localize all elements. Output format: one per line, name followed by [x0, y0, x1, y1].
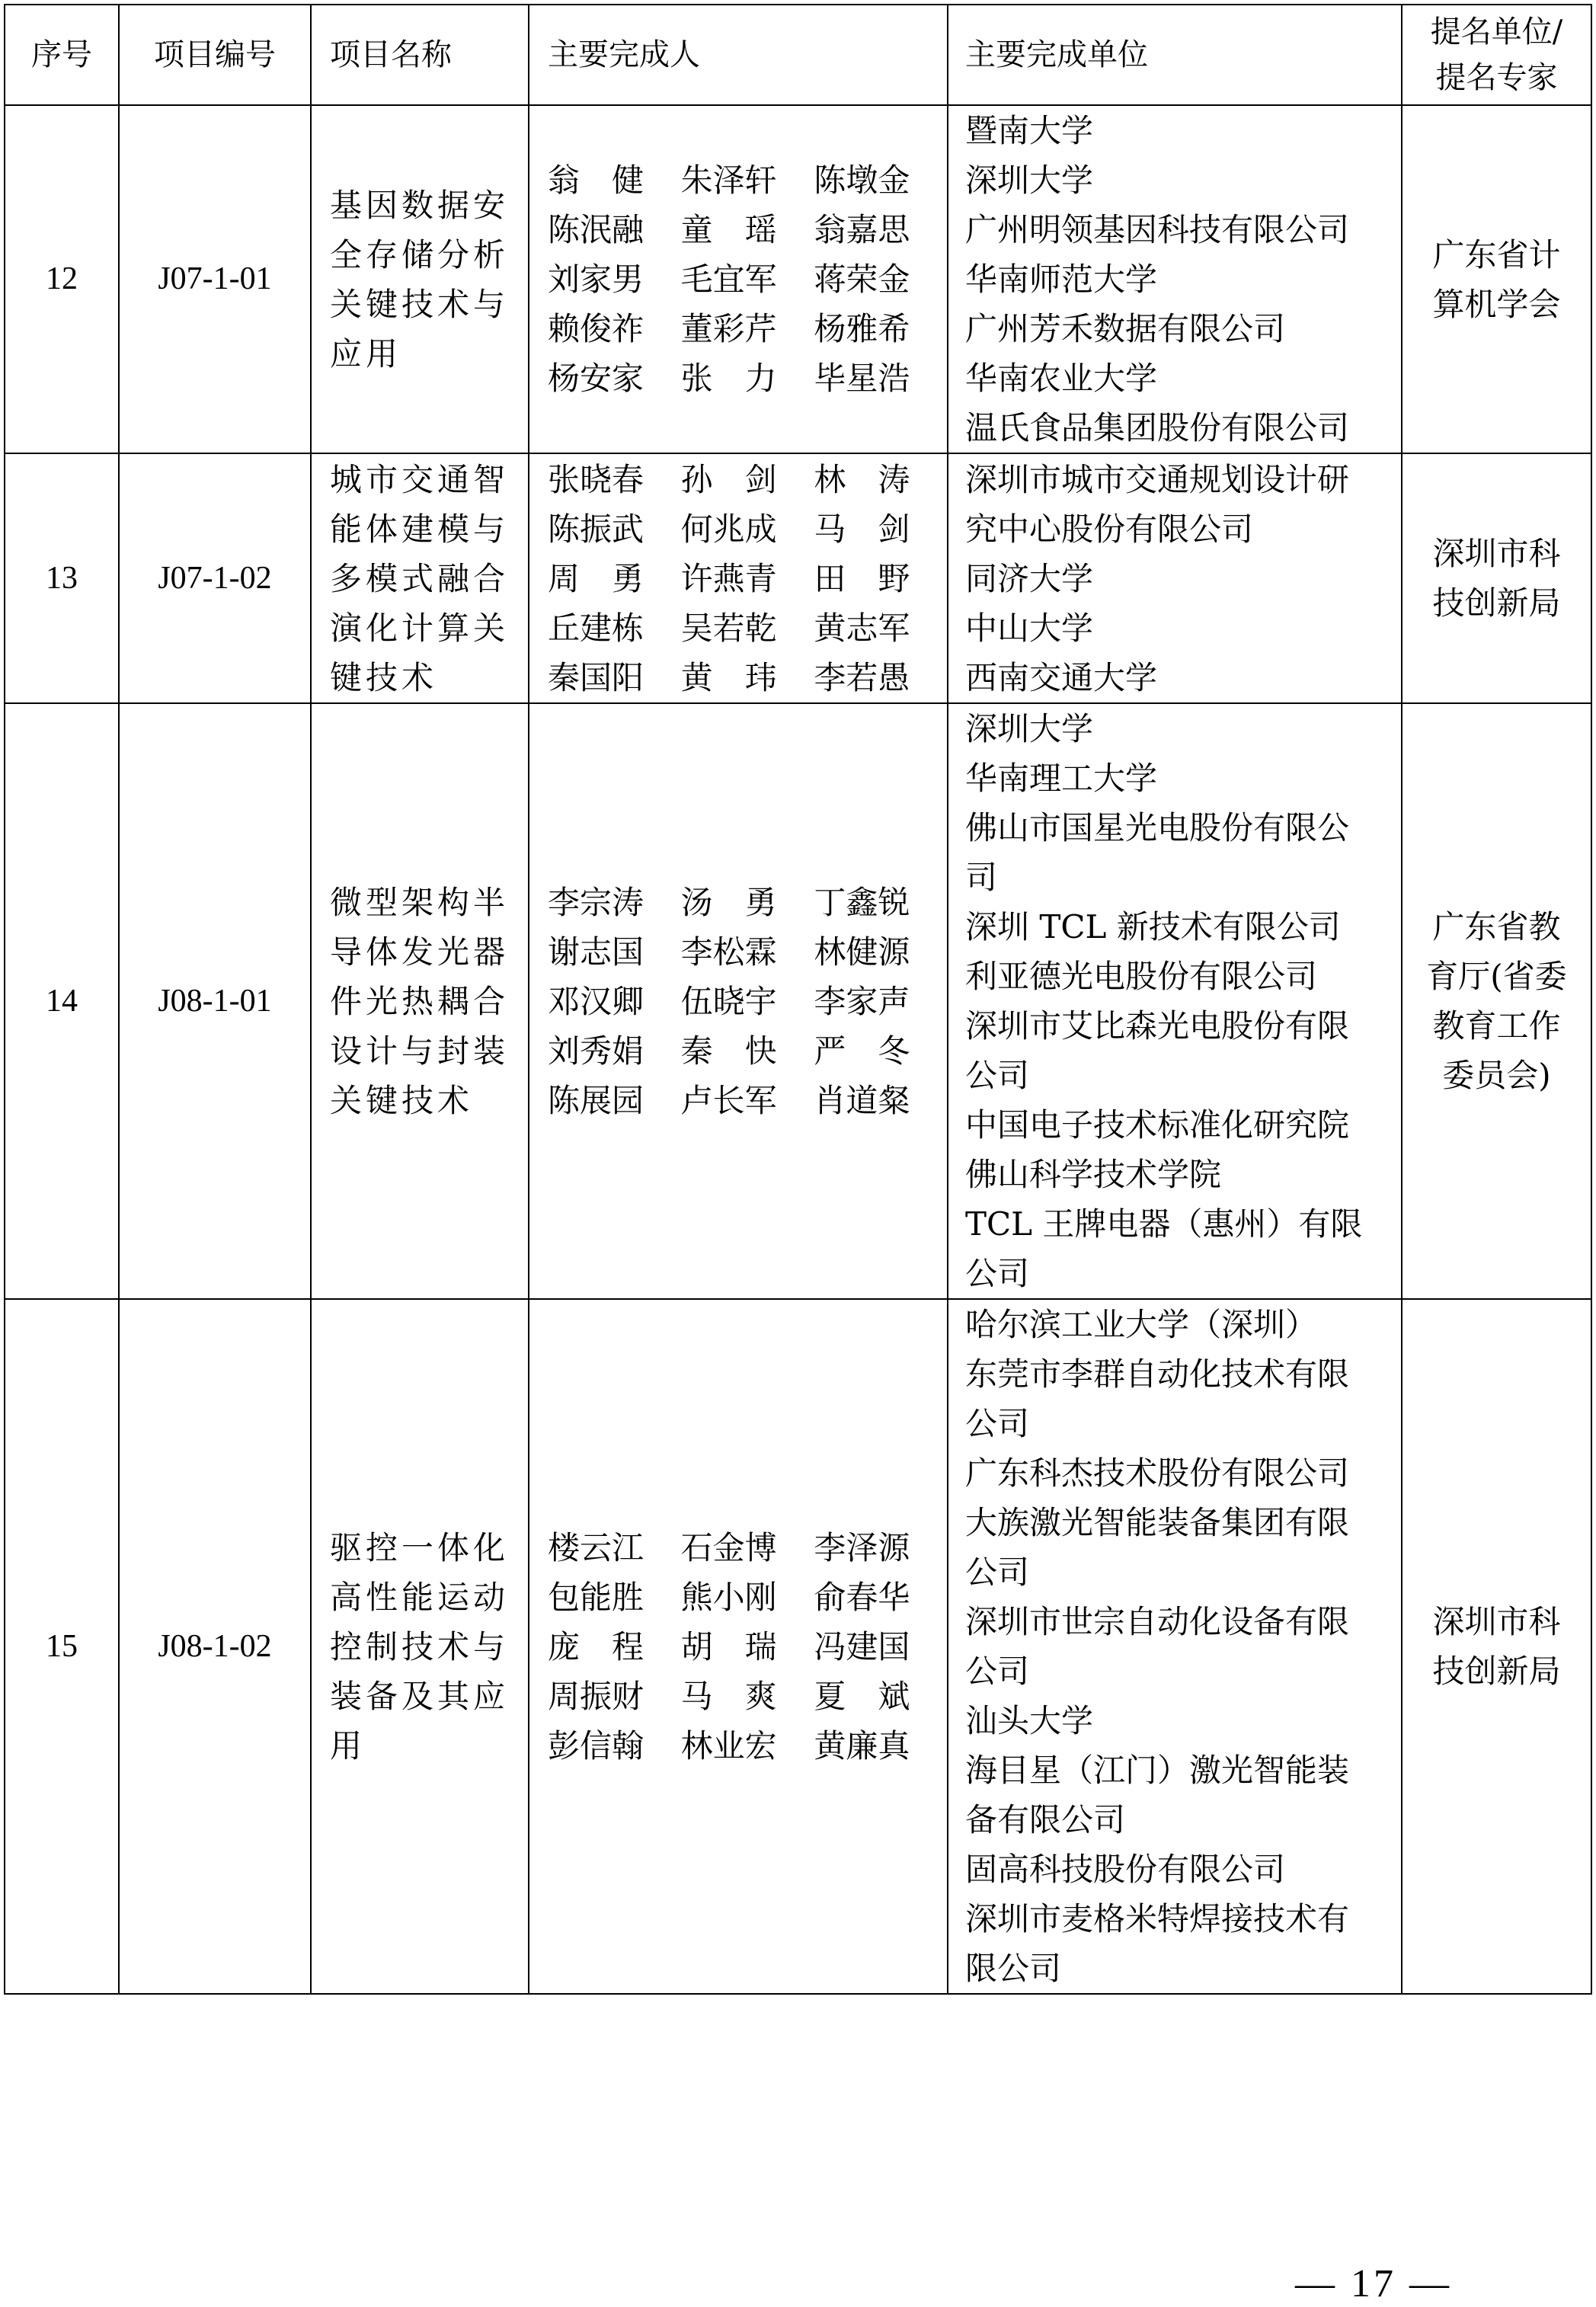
people-row: [548, 1076, 947, 1125]
header-name: 项目名称: [311, 5, 529, 105]
person-name: 秦 快: [680, 1032, 777, 1070]
nominator-line: 技创新局: [1432, 584, 1561, 622]
nominator-cell: [1402, 1299, 1591, 1994]
person-name: 吴若乾: [680, 609, 777, 647]
project-name-cell: [311, 105, 529, 453]
project-name-line: 设计与封装: [330, 1032, 510, 1070]
seq-cell: 13: [5, 453, 119, 703]
people-row: [548, 653, 947, 702]
unit-line: 公司: [965, 1255, 1030, 1292]
project-name-line: 装备及其应: [330, 1677, 510, 1715]
person-name: 李宗涛: [548, 883, 644, 921]
people-row: [548, 354, 947, 403]
project-name-line: 关键技术与: [330, 285, 510, 323]
person-name: 陈泯融: [548, 211, 644, 248]
project-name-line: 用: [330, 1726, 366, 1765]
person-name: 伍晓宇: [680, 982, 777, 1020]
person-name: 张晓春: [548, 460, 644, 498]
person-name: 陈墩金: [814, 162, 910, 199]
people-cell: [529, 1299, 948, 1994]
person-name: 刘秀娟: [548, 1032, 644, 1070]
person-name: 翁 健: [548, 162, 644, 199]
header-nominator-line: 提名单位/: [1430, 14, 1563, 50]
unit-line: 广州明领基因科技有限公司: [965, 211, 1350, 248]
person-name: 肖道粲: [814, 1081, 910, 1119]
units-cell: [948, 1299, 1402, 1994]
unit-line: 佛山市国星光电股份有限公: [965, 809, 1350, 846]
units-cell: [948, 453, 1402, 703]
project-name-line: 基因数据安: [330, 186, 510, 224]
person-name: 李若愚: [814, 658, 910, 696]
people-row: [548, 455, 947, 504]
nominator-line: 深圳市科: [1432, 1603, 1561, 1640]
unit-line: 深圳大学: [965, 162, 1094, 199]
unit-line: 限公司: [965, 1950, 1062, 1987]
people-cell: [529, 703, 948, 1299]
person-name: 杨安家: [548, 360, 644, 397]
unit-line: 深圳 TCL 新技术有限公司: [965, 908, 1341, 946]
header-people: 主要完成人: [529, 5, 948, 105]
project-name-cell: [311, 453, 529, 703]
person-name: 李松霖: [680, 933, 777, 971]
people-row: [548, 155, 947, 205]
person-name: 李家声: [814, 982, 910, 1020]
nominator-line: 算机学会: [1432, 285, 1561, 323]
nominator-line: 育厅(省委: [1426, 958, 1567, 995]
nominator-line: 委员会): [1442, 1057, 1551, 1094]
people-cell: [529, 105, 948, 453]
nominator-cell: [1402, 105, 1591, 453]
code-cell: J07-1-01: [119, 105, 311, 453]
seq-cell: 15: [5, 1299, 119, 1994]
project-name-line: 多模式融合: [330, 559, 510, 597]
seq-cell: 14: [5, 703, 119, 1299]
unit-line: 公司: [965, 1057, 1030, 1094]
person-name: 汤 勇: [680, 883, 777, 921]
nominator-line: 教育工作: [1432, 1007, 1561, 1045]
person-name: 彭信翰: [548, 1726, 644, 1765]
people-row: [548, 554, 947, 603]
person-name: 庞 程: [548, 1627, 644, 1665]
unit-line: 备有限公司: [965, 1801, 1126, 1838]
nominator-line: 技创新局: [1432, 1653, 1561, 1690]
table-row: [5, 703, 1591, 1299]
page-number: — 17 —: [1295, 2262, 1452, 2305]
nominator-line: 广东省教: [1432, 908, 1561, 946]
person-name: 童 瑶: [680, 211, 777, 248]
unit-line: 同济大学: [965, 559, 1094, 597]
people-row: [548, 1672, 947, 1721]
nominator-cell: [1402, 453, 1591, 703]
units-cell: [948, 105, 1402, 453]
person-name: 邓汉卿: [548, 982, 644, 1020]
unit-line: 公司: [965, 1653, 1030, 1690]
person-name: 黄志军: [814, 609, 910, 647]
unit-line: TCL 王牌电器（惠州）有限: [965, 1205, 1363, 1243]
unit-line: 利亚德光电股份有限公司: [965, 958, 1318, 995]
people-row: [548, 205, 947, 254]
person-name: 丁鑫锐: [814, 883, 910, 921]
person-name: 林健源: [814, 933, 910, 971]
people-row: [548, 927, 947, 977]
person-name: 秦国阳: [548, 658, 644, 696]
person-name: 陈展园: [548, 1081, 644, 1119]
person-name: 许燕青: [680, 559, 777, 597]
units-cell: [948, 703, 1402, 1299]
people-row: [548, 1573, 947, 1622]
project-name-line: 键技术: [330, 658, 438, 696]
person-name: 卢长军: [680, 1081, 777, 1119]
table-row: [5, 105, 1591, 453]
people-row: [548, 304, 947, 354]
project-name-line: 全存储分析: [330, 235, 510, 274]
unit-line: 温氏食品集团股份有限公司: [965, 409, 1350, 446]
code-cell: J08-1-02: [119, 1299, 311, 1994]
person-name: 刘家男: [548, 261, 644, 298]
code-cell: J08-1-01: [119, 703, 311, 1299]
table-row: [5, 1299, 1591, 1994]
table-header-row: [5, 5, 1591, 105]
people-row: [548, 1026, 947, 1076]
person-name: 毕星浩: [814, 360, 910, 397]
person-name: 黄廉真: [814, 1726, 910, 1765]
code-cell: J07-1-02: [119, 453, 311, 703]
people-row: [548, 603, 947, 653]
unit-line: 佛山科学技术学院: [965, 1156, 1222, 1193]
unit-line: 华南农业大学: [965, 360, 1158, 397]
unit-line: 中国电子技术标准化研究院: [965, 1106, 1350, 1144]
unit-line: 深圳市麦格米特焊接技术有: [965, 1900, 1350, 1937]
person-name: 何兆成: [680, 510, 777, 548]
people-row: [548, 1721, 947, 1771]
header-nominator-line: 提名专家: [1435, 60, 1558, 95]
project-name-line: 导体发光器: [330, 933, 510, 971]
person-name: 冯建国: [814, 1627, 910, 1665]
person-name: 孙 剑: [680, 460, 777, 498]
people-row: [548, 1523, 947, 1573]
unit-line: 华南师范大学: [965, 261, 1158, 298]
unit-line: 深圳市艾比森光电股份有限: [965, 1007, 1350, 1045]
person-name: 马 爽: [680, 1677, 777, 1715]
person-name: 林业宏: [680, 1726, 777, 1765]
header-seq: 序号: [5, 5, 119, 105]
person-name: 楼云江: [548, 1528, 644, 1566]
project-name-line: 件光热耦合: [330, 982, 510, 1020]
project-name-cell: [311, 1299, 529, 1994]
seq-cell: 12: [5, 105, 119, 453]
project-name-line: 高性能运动: [330, 1578, 510, 1616]
project-name-line: 控制技术与: [330, 1627, 510, 1665]
person-name: 毛宜军: [680, 261, 777, 298]
unit-line: 华南理工大学: [965, 760, 1158, 797]
project-name-line: 城市交通智: [330, 460, 510, 498]
unit-line: 公司: [965, 1405, 1030, 1442]
people-row: [548, 878, 947, 927]
person-name: 严 冬: [814, 1032, 910, 1070]
people-row: [548, 254, 947, 304]
project-name-line: 应用: [330, 334, 402, 373]
unit-line: 中山大学: [965, 609, 1094, 647]
unit-line: 公司: [965, 1553, 1030, 1591]
unit-line: 暨南大学: [965, 112, 1094, 149]
project-name-line: 关键技术: [330, 1081, 474, 1119]
person-name: 胡 瑞: [680, 1627, 777, 1665]
header-nominator: [1402, 5, 1591, 105]
project-name-line: 驱控一体化: [330, 1528, 510, 1566]
person-name: 熊小刚: [680, 1578, 777, 1616]
unit-line: 司: [965, 859, 998, 896]
person-name: 张 力: [680, 360, 777, 397]
unit-line: 西南交通大学: [965, 658, 1158, 696]
person-name: 朱泽轩: [680, 162, 777, 199]
person-name: 夏 斌: [814, 1677, 910, 1715]
person-name: 马 剑: [814, 510, 910, 548]
project-name-cell: [311, 703, 529, 1299]
people-row: [548, 1622, 947, 1672]
unit-line: 固高科技股份有限公司: [965, 1851, 1286, 1888]
awards-table: [4, 4, 1592, 1995]
unit-line: 究中心股份有限公司: [965, 510, 1254, 548]
person-name: 蒋荣金: [814, 261, 910, 298]
person-name: 赖俊祚: [548, 310, 644, 347]
header-code: 项目编号: [119, 5, 311, 105]
unit-line: 深圳市世宗自动化设备有限: [965, 1603, 1350, 1640]
unit-line: 哈尔滨工业大学（深圳）: [965, 1306, 1318, 1343]
unit-line: 深圳市城市交通规划设计研: [965, 460, 1350, 498]
person-name: 翁嘉思: [814, 211, 910, 248]
person-name: 田 野: [814, 559, 910, 597]
nominator-cell: [1402, 703, 1591, 1299]
header-units: 主要完成单位: [948, 5, 1402, 105]
person-name: 黄 玮: [680, 658, 777, 696]
person-name: 杨雅希: [814, 310, 910, 347]
table-row: [5, 453, 1591, 703]
person-name: 陈振武: [548, 510, 644, 548]
person-name: 包能胜: [548, 1578, 644, 1616]
people-row: [548, 504, 947, 554]
unit-line: 深圳大学: [965, 710, 1094, 747]
unit-line: 广东科杰技术股份有限公司: [965, 1454, 1350, 1492]
unit-line: 东莞市李群自动化技术有限: [965, 1355, 1350, 1393]
unit-line: 广州芳禾数据有限公司: [965, 310, 1286, 347]
person-name: 李泽源: [814, 1528, 910, 1566]
people-cell: [529, 453, 948, 703]
project-name-line: 微型架构半: [330, 883, 510, 921]
nominator-line: 广东省计: [1432, 235, 1561, 274]
person-name: 石金博: [680, 1528, 777, 1566]
person-name: 丘建栋: [548, 609, 644, 647]
project-name-line: 能体建模与: [330, 510, 510, 548]
person-name: 董彩芹: [680, 310, 777, 347]
person-name: 周 勇: [548, 559, 644, 597]
unit-line: 大族激光智能装备集团有限: [965, 1504, 1350, 1541]
person-name: 周振财: [548, 1677, 644, 1715]
person-name: 林 涛: [814, 460, 910, 498]
person-name: 俞春华: [814, 1578, 910, 1616]
person-name: 谢志国: [548, 933, 644, 971]
project-name-line: 演化计算关: [330, 609, 510, 647]
people-row: [548, 977, 947, 1026]
unit-line: 汕头大学: [965, 1702, 1094, 1739]
unit-line: 海目星（江门）激光智能装: [965, 1752, 1350, 1789]
nominator-line: 深圳市科: [1432, 535, 1561, 572]
